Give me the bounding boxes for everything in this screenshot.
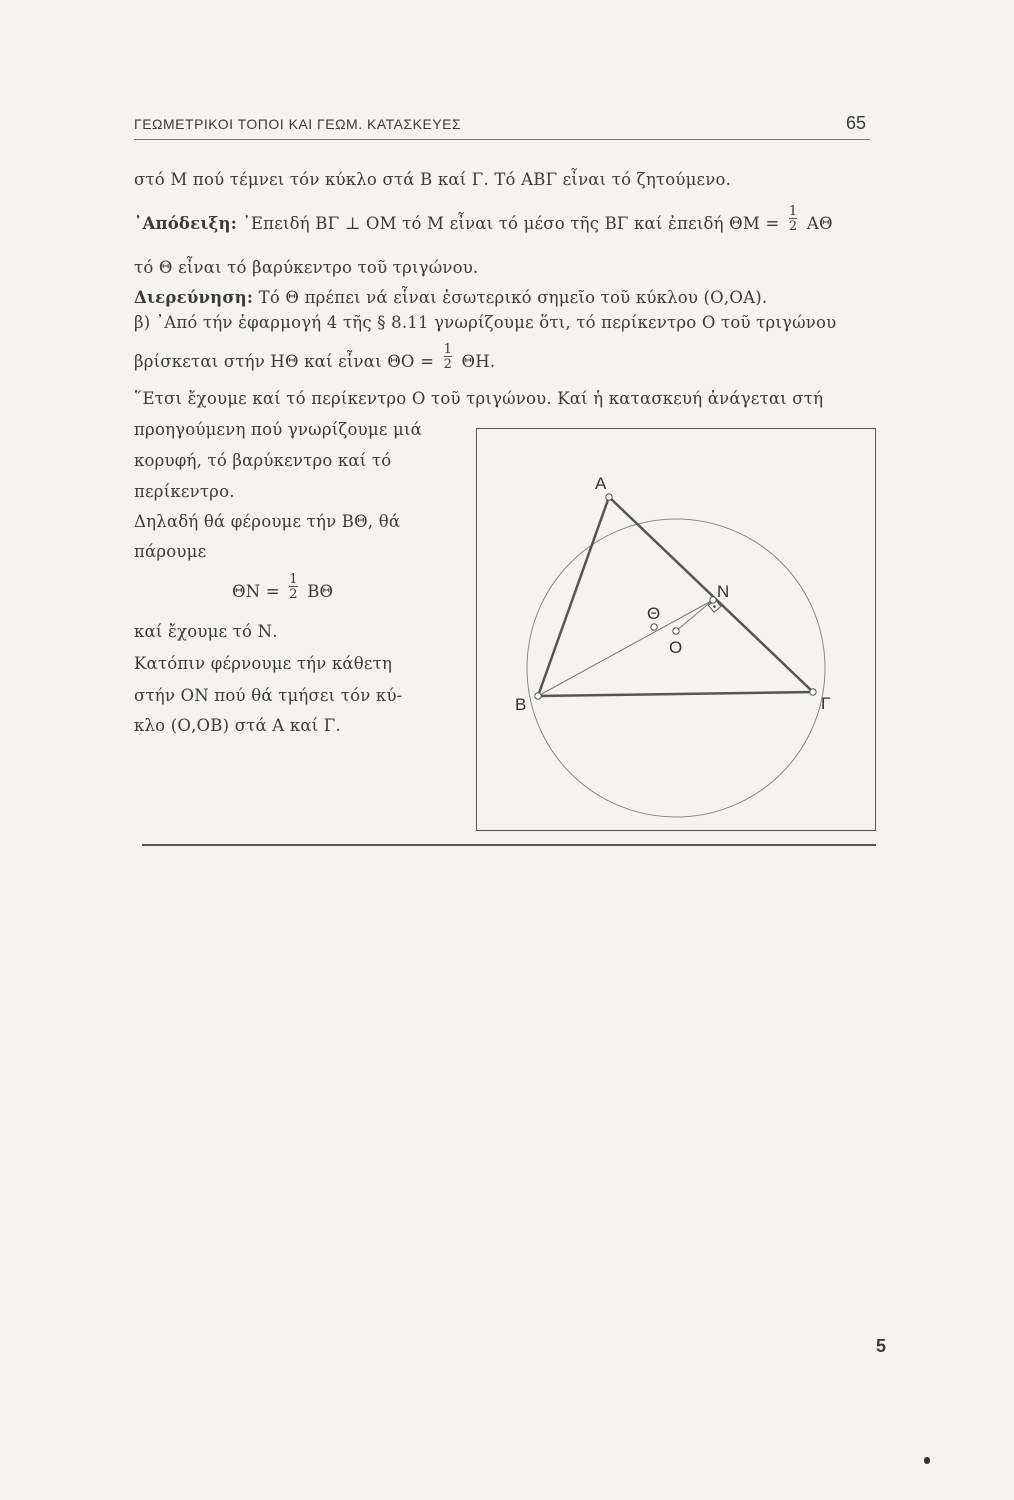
text-line-7: ῞Ετσι ἔχουμε καί τό περίκεντρο Ο τοῦ τριγώνου. Καί ἡ κατασκευή ἀνάγεται στή: [134, 389, 824, 408]
line6-text: βρίσκεται στήν ΗΘ καί εἶναι ΘΟ =: [134, 352, 435, 371]
discussion-line: [134, 288, 767, 308]
proof-line: [134, 203, 833, 234]
label-b: B: [515, 695, 527, 714]
label-o: O: [669, 638, 683, 657]
proof-text: ᾿Επειδή ΒΓ ⊥ ΟΜ τό Μ εἶναι τό μέσο τῆς ΒΓ καί ἐπειδή ΘΜ =: [242, 214, 780, 233]
fraction-denominator: 2: [443, 356, 453, 372]
eq-right: ΒΘ: [307, 582, 334, 601]
text-line-3: τό Θ εἶναι τό βαρύκεντρο τοῦ τριγώνου.: [134, 258, 479, 277]
eq-fraction: [289, 573, 297, 601]
proof-tail: ΑΘ: [806, 214, 833, 233]
point-o: [673, 628, 679, 634]
text-line-1: στό Μ πού τέμνει τόν κύκλο στά Β καί Γ. Τό ΑΒΓ εἶναι τό ζητούμενο.: [134, 170, 732, 189]
proof-fraction: [789, 205, 797, 233]
label-a: A: [595, 474, 607, 493]
fraction-numerator: 1: [788, 203, 798, 219]
label-n: N: [717, 582, 730, 601]
segment-b-n: [538, 600, 713, 696]
running-header: ΓΕΩΜΕΤΡΙΚΟΙ ΤΟΠΟΙ ΚΑΙ ΓΕΩΜ. ΚΑΤΑΣΚΕΥΕΣ: [134, 116, 462, 132]
text-line-5: β) ᾿Από τήν ἐφαρμογή 4 τῆς § 8.11 γνωρίζουμε ὅτι, τό περίκεντρο Ο τοῦ τριγώνου: [134, 313, 837, 332]
point-gamma: [810, 689, 816, 695]
left-col2-line: κλο (Ο,ΟΒ) στά Α καί Γ.: [134, 716, 341, 735]
figure-frame: [476, 428, 876, 831]
triangle-abg: [538, 497, 813, 696]
left-col-line: περίκεντρο.: [134, 482, 235, 501]
left-col-line: Δηλαδή θά φέρουμε τήν ΒΘ, θά: [134, 512, 401, 531]
left-col-line: κορυφή, τό βαρύκεντρο καί τό: [134, 451, 392, 470]
circumcircle: [527, 519, 825, 817]
line6-tail: ΘΗ.: [461, 352, 496, 371]
segment-o-n: [676, 600, 713, 631]
fraction-numerator: 1: [289, 571, 298, 587]
left-col-line: προηγούμενη πού γνωρίζουμε μιά: [134, 420, 422, 439]
point-b: [535, 693, 541, 699]
section-rule: [142, 844, 876, 846]
discussion-label: Διερεύνηση:: [134, 288, 254, 307]
discussion-text: Τό Θ πρέπει νά εἶναι ἐσωτερικό σημεῖο τοῦ κύκλου (Ο,ΟΑ).: [258, 288, 768, 307]
ink-speck: [924, 1457, 930, 1464]
point-n: [710, 597, 716, 603]
left-col2-line: Κατόπιν φέρνουμε τήν κάθετη: [134, 654, 393, 673]
fraction-denominator: 2: [788, 218, 798, 234]
proof-label: ᾿Απόδειξη:: [134, 214, 238, 233]
line6-fraction: [444, 343, 452, 371]
fraction-denominator: 2: [289, 586, 298, 602]
after-equation: καί ἔχουμε τό Ν.: [134, 622, 278, 641]
text-line-6: [134, 341, 496, 372]
footer-mark: 5: [876, 1336, 887, 1356]
point-a: [606, 494, 612, 500]
page-number: 65: [846, 113, 867, 133]
fraction-numerator: 1: [443, 341, 453, 357]
construction-figure: [477, 429, 875, 830]
left-col-line: πάρουμε: [134, 542, 207, 561]
label-theta: Θ: [647, 604, 661, 623]
left-col2-line: στήν ΟΝ πού θά τμήσει τόν κύ-: [134, 686, 403, 705]
header-rule: [134, 139, 870, 140]
point-theta: [651, 624, 657, 630]
eq-left: ΘΝ =: [232, 582, 280, 601]
equation-theta-n: [232, 571, 334, 602]
label-gamma: Γ: [821, 694, 831, 713]
